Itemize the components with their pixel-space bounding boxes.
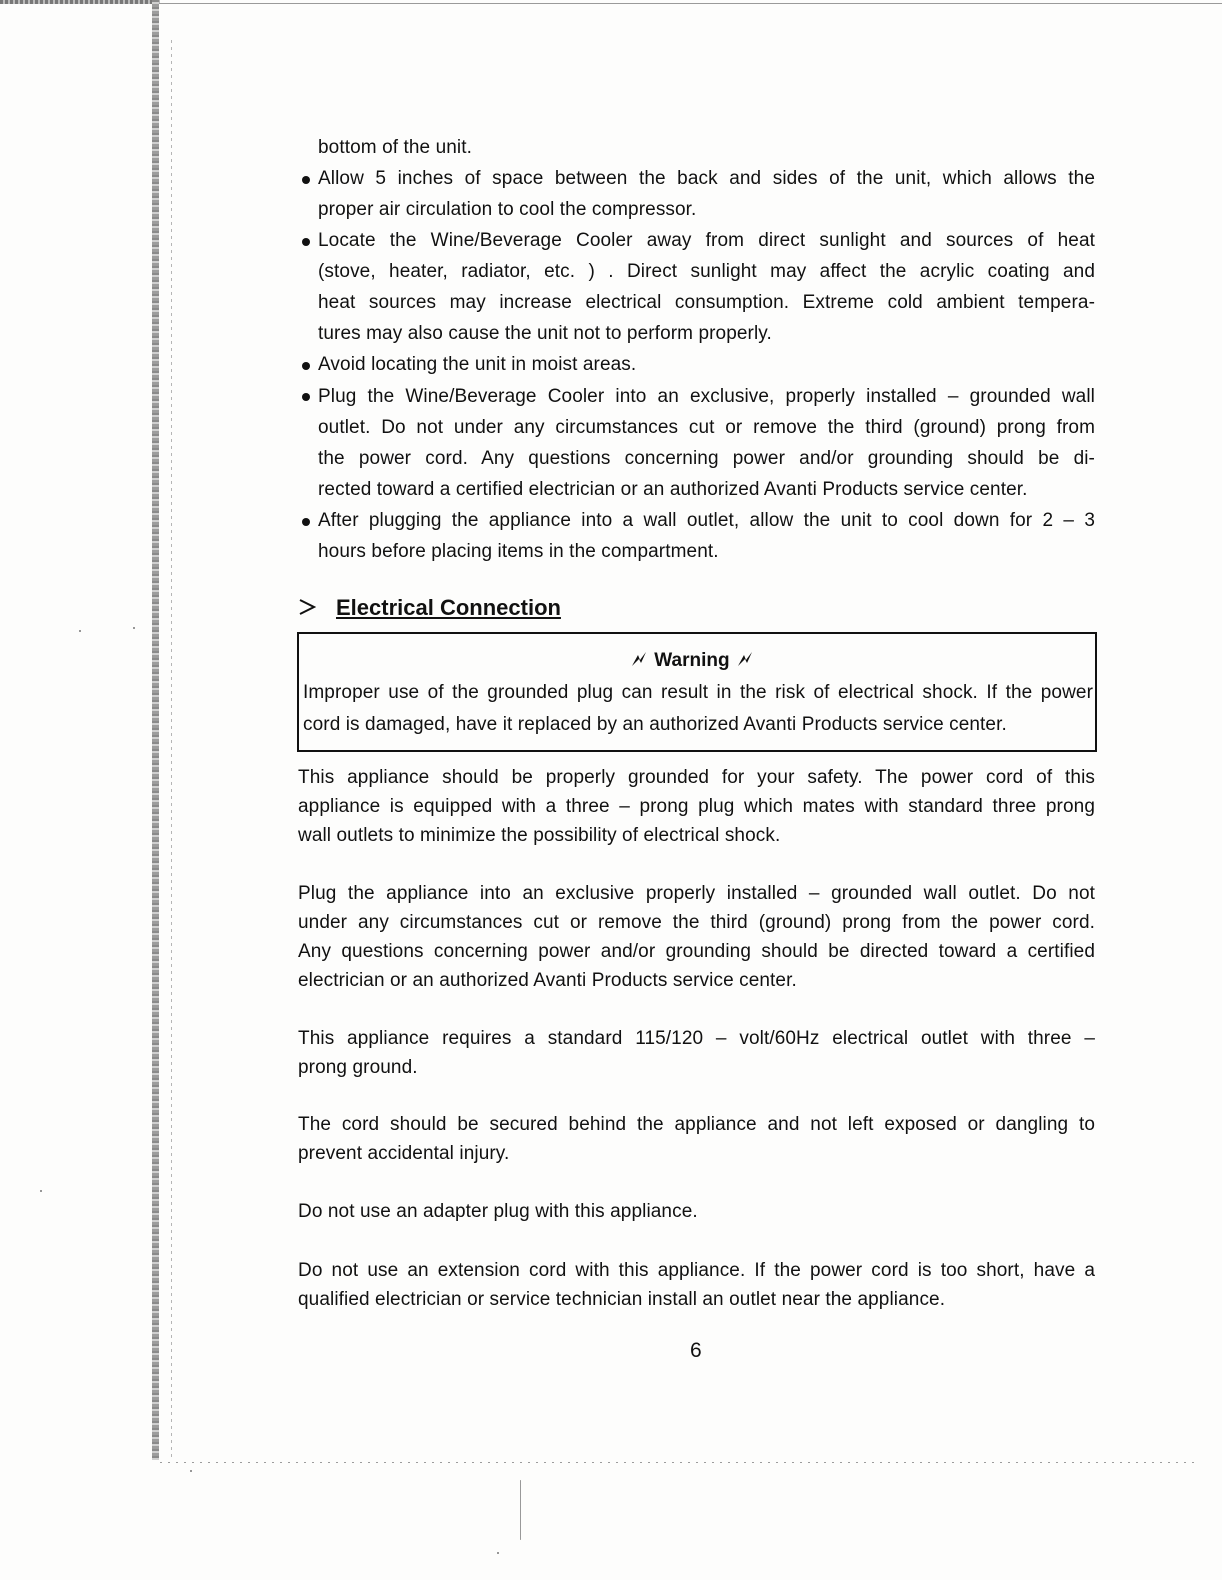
bullet-line: proper air circulation to cool the compressor. [318,199,697,220]
paragraph-line: Any questions concerning power and/or grounding should be directed toward a certified [298,941,1095,962]
paragraph-line: prevent accidental injury. [298,1143,510,1164]
bullet-line: heat sources may increase electrical consumption. Extreme cold ambient tempera- [318,292,1095,313]
paragraph-line: appliance is equipped with a three – prong plug which mates with standard three prong [298,796,1095,817]
bullet-line: tures may also cause the unit not to perform properly. [318,323,772,344]
bullet-line: Avoid locating the unit in moist areas. [318,354,637,375]
arrowhead-bullet-icon [298,598,316,616]
bullet-line: Locate the Wine/Beverage Cooler away from direct sunlight and sources of heat [318,230,1095,251]
bullet-line: Allow 5 inches of space between the back and sides of the unit, which allows the [318,168,1095,189]
scan-edge-top [0,0,160,4]
lightning-icon [629,650,649,668]
warning-line: Improper use of the grounded plug can result in the risk of electrical shock. If the power [303,682,1093,703]
paragraph-line: This appliance requires a standard 115/120 – volt/60Hz electrical outlet with three – [298,1028,1095,1049]
bullet-dot [302,362,310,370]
section-heading-text: Electrical Connection [336,595,561,620]
page-number: 6 [690,1339,702,1362]
bullet-dot [302,393,310,401]
binding-edge [152,0,159,1460]
scan-speck [190,1470,192,1472]
paragraph-line: This appliance should be properly grounded for your safety. The power cord of this [298,767,1095,788]
bullet-line: hours before placing items in the compartment. [318,541,719,562]
bullet-line: outlet. Do not under any circumstances cut or remove the third (ground) prong from [318,417,1095,438]
bullet-dot [302,238,310,246]
scan-mark [520,1480,521,1540]
paragraph-line: Do not use an extension cord with this appliance. If the power cord is too short, have a [298,1260,1095,1281]
paragraph-line: wall outlets to minimize the possibility of electrical shock. [298,825,781,846]
scan-speck [79,630,81,632]
paragraph-line: The cord should be secured behind the appliance and not left exposed or dangling to [298,1114,1095,1135]
paragraph-line: qualified electrician or service technician install an outlet near the appliance. [298,1289,946,1310]
bullet-dot [302,176,310,184]
continuation-text: bottom of the unit. [318,137,472,158]
scan-top-border [158,3,1222,4]
warning-line: cord is damaged, have it replaced by an authorized Avanti Products service center. [303,714,1007,735]
paragraph-line: electrician or an authorized Avanti Products service center. [298,970,797,991]
paragraph-line: Plug the appliance into an exclusive properly installed – grounded wall outlet. Do not [298,883,1095,904]
paragraph-line: Do not use an adapter plug with this appliance. [298,1201,698,1222]
warning-title-text: Warning [654,650,730,671]
bullet-dot [302,518,310,526]
bullet-line: the power cord. Any questions concerning power and/or grounding should be di- [318,448,1095,469]
scan-speck [40,1190,42,1192]
scan-bottom-border [160,1462,1200,1463]
warning-title [629,649,755,673]
paragraph-line: prong ground. [298,1057,418,1078]
bullet-line: After plugging the appliance into a wall outlet, allow the unit to cool down for 2 – 3 [318,510,1095,531]
scan-speck [497,1552,499,1554]
scan-speck [133,627,135,629]
bullet-line: (stove, heater, radiator, etc. ) . Direct sunlight may affect the acrylic coating and [318,261,1095,282]
bullet-line: Plug the Wine/Beverage Cooler into an exclusive, properly installed – grounded wall [318,386,1095,407]
bullet-line: rected toward a certified electrician or an authorized Avanti Products service center. [318,479,1028,500]
paragraph-line: under any circumstances cut or remove the third (ground) prong from the power cord. [298,912,1095,933]
binding-inner-edge [171,40,172,1460]
lightning-icon [735,650,755,668]
